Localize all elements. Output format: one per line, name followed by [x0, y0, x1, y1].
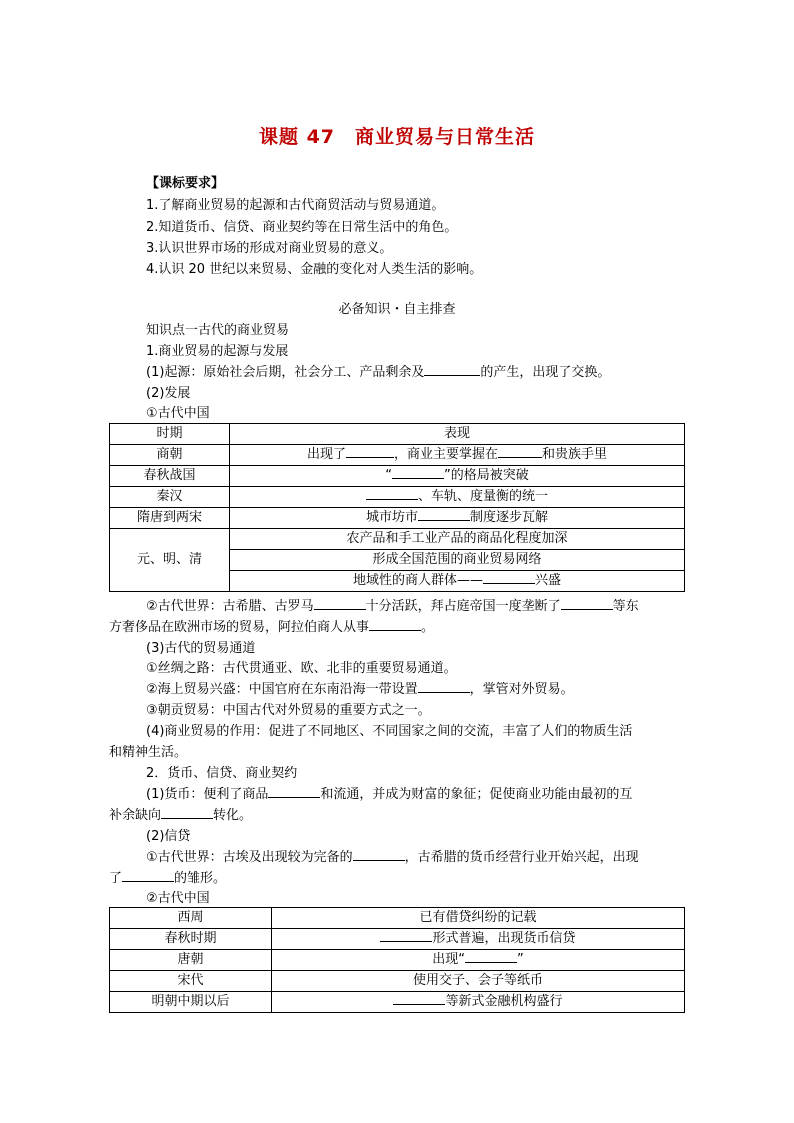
fill-blank[interactable]	[418, 508, 470, 521]
fill-blank[interactable]	[366, 487, 418, 500]
table-header: 时期	[110, 424, 230, 445]
subheading: 1.商业贸易的起源与发展	[146, 344, 289, 359]
table-row	[110, 908, 685, 929]
period-cell: 春秋时期	[110, 929, 272, 950]
fill-blank[interactable]	[393, 992, 445, 1005]
body-text: 补余缺向	[109, 808, 162, 823]
body-text: 和精神生活。	[109, 745, 188, 760]
period-cell: 西周	[110, 908, 272, 929]
sea-trade-line	[146, 680, 574, 700]
period-cell: 商朝	[110, 445, 230, 466]
requirements-heading: 【课标要求】	[146, 176, 225, 191]
fill-blank[interactable]	[418, 680, 470, 693]
cell-text: ”	[517, 952, 524, 967]
credit-table	[109, 907, 685, 1013]
table-header: 表现	[230, 424, 685, 445]
period-cell: 春秋战国	[110, 466, 230, 487]
table-row	[110, 508, 685, 529]
origin-line	[146, 363, 610, 383]
table-row	[110, 992, 685, 1013]
body-text: ②古代世界：古希腊、古罗马	[146, 599, 314, 614]
description-cell	[230, 466, 685, 487]
table-row	[110, 950, 685, 971]
fill-blank[interactable]	[483, 571, 535, 584]
body-text: ，古希腊的货币经营行业开始兴起，出现	[404, 850, 639, 865]
cell-text: “	[385, 468, 392, 483]
ancient-world-line	[146, 597, 639, 617]
body-text: ①古代世界：古埃及出现较为完备的	[146, 850, 353, 865]
body-text: ②海上贸易兴盛：中国官府在东南沿海一带设置	[146, 682, 418, 697]
description-cell: 使用交子、会子等纸币	[272, 971, 685, 992]
requirement-item: 4.认识 20 世纪以来贸易、金融的变化对人类生活的影响。	[146, 262, 483, 277]
cell-text: 出现了	[306, 447, 346, 462]
description-cell	[272, 929, 685, 950]
fill-blank[interactable]	[353, 848, 405, 861]
body-text: 十分活跃，拜占庭帝国一度垄断了	[365, 599, 561, 614]
description-cell	[230, 571, 685, 592]
credit-heading: (2)信贷	[146, 829, 191, 844]
body-text: (1)货币：便利了商品	[146, 787, 269, 802]
fill-blank[interactable]	[380, 929, 432, 942]
credit-line	[109, 869, 226, 889]
money-line	[146, 785, 632, 805]
cell-text: 城市坊市	[365, 510, 418, 525]
develop-heading: (2)发展	[146, 386, 191, 401]
china-heading: ②古代中国	[146, 891, 210, 906]
cell-text: 和贵族手里	[542, 447, 608, 462]
requirement-item: 3.认识世界市场的形成对商业贸易的意义。	[146, 241, 393, 256]
period-cell: 隋唐到两宋	[110, 508, 230, 529]
fill-blank[interactable]	[561, 597, 613, 610]
table-row	[110, 487, 685, 508]
description-cell	[230, 445, 685, 466]
fill-blank[interactable]	[268, 785, 320, 798]
cell-text: 制度逐步瓦解	[470, 510, 549, 525]
requirement-item: 2.知道货币、信贷、商业契约等在日常生活中的角色。	[146, 220, 458, 235]
fill-blank[interactable]	[369, 618, 421, 631]
cell-text: ”的格局被突破	[444, 468, 529, 483]
fill-blank[interactable]	[498, 445, 542, 458]
table-row	[110, 929, 685, 950]
description-cell: 农产品和手工业产品的商品化程度加深	[230, 529, 685, 550]
table-row	[110, 971, 685, 992]
body-text: 转化。	[213, 808, 253, 823]
origin-text: 的产生，出现了交换。	[480, 365, 611, 380]
cell-text: 形式普遍，出现货币信贷	[432, 931, 576, 946]
period-cell: 秦汉	[110, 487, 230, 508]
fill-blank[interactable]	[346, 445, 394, 458]
knowledge-point-heading: 知识点一古代的商业贸易	[146, 323, 290, 338]
description-cell	[272, 950, 685, 971]
fill-blank[interactable]	[161, 806, 213, 819]
period-cell: 唐朝	[110, 950, 272, 971]
body-text: 了	[109, 871, 123, 886]
body-text: ③朝贡贸易：中国古代对外贸易的重要方式之一。	[146, 703, 431, 718]
body-text: ①丝绸之路：古代贯通亚、欧、北非的重要贸易通道。	[146, 661, 457, 676]
description-cell	[272, 992, 685, 1013]
ancient-world-line	[109, 618, 434, 638]
table-row	[110, 445, 685, 466]
description-cell: 已有借贷纠纷的记载	[272, 908, 685, 929]
period-cell: 宋代	[110, 971, 272, 992]
section-heading: 必备知识・自主排查	[338, 302, 456, 317]
cell-text: ，商业主要掌握在	[393, 447, 498, 462]
requirement-item: 1.了解商业贸易的起源和古代商贸活动与贸易通道。	[146, 198, 445, 213]
body-text: 。	[421, 620, 435, 635]
origin-text: (1)起源：原始社会后期，社会分工、产品剩余及	[146, 365, 425, 380]
money-line	[109, 806, 252, 826]
page-title: 课题 47 商业贸易与日常生活	[258, 126, 536, 148]
body-text: 等东	[612, 599, 639, 614]
cell-text: 、车轨、度量衡的统一	[417, 489, 548, 504]
body-text: 方奢侈品在欧洲市场的贸易，阿拉伯商人从事	[109, 620, 370, 635]
fill-blank[interactable]	[465, 950, 517, 963]
cell-text: 等新式金融机构盛行	[445, 994, 563, 1009]
fill-blank[interactable]	[424, 363, 480, 376]
routes-heading: (3)古代的贸易通道	[146, 641, 256, 656]
table-header-row	[110, 424, 685, 445]
description-cell	[230, 487, 685, 508]
cell-text: 兴盛	[535, 573, 562, 588]
table-row	[110, 466, 685, 487]
body-text: ，掌管对外贸易。	[469, 682, 574, 697]
period-cell: 元、明、清	[110, 529, 230, 592]
description-cell: 形成全国范围的商业贸易网络	[230, 550, 685, 571]
period-cell: 明朝中期以后	[110, 992, 272, 1013]
body-text: (4)商业贸易的作用：促进了不同地区、不同国家之间的交流，丰富了人们的物质生活	[146, 724, 633, 739]
fill-blank[interactable]	[122, 869, 174, 882]
subheading: 2．货币、信贷、商业契约	[146, 766, 298, 781]
body-text: 和流通，并成为财富的象征；促使商业功能由最初的互	[320, 787, 633, 802]
cell-text: 地域性的商人群体——	[352, 573, 483, 588]
cell-text: 出现“	[432, 952, 465, 967]
china-heading: ①古代中国	[146, 406, 210, 421]
fill-blank[interactable]	[392, 466, 444, 479]
fill-blank[interactable]	[314, 597, 366, 610]
description-cell	[230, 508, 685, 529]
body-text: 的雏形。	[174, 871, 227, 886]
credit-line	[146, 848, 639, 868]
ancient-china-table	[109, 423, 685, 592]
table-row	[110, 529, 685, 550]
